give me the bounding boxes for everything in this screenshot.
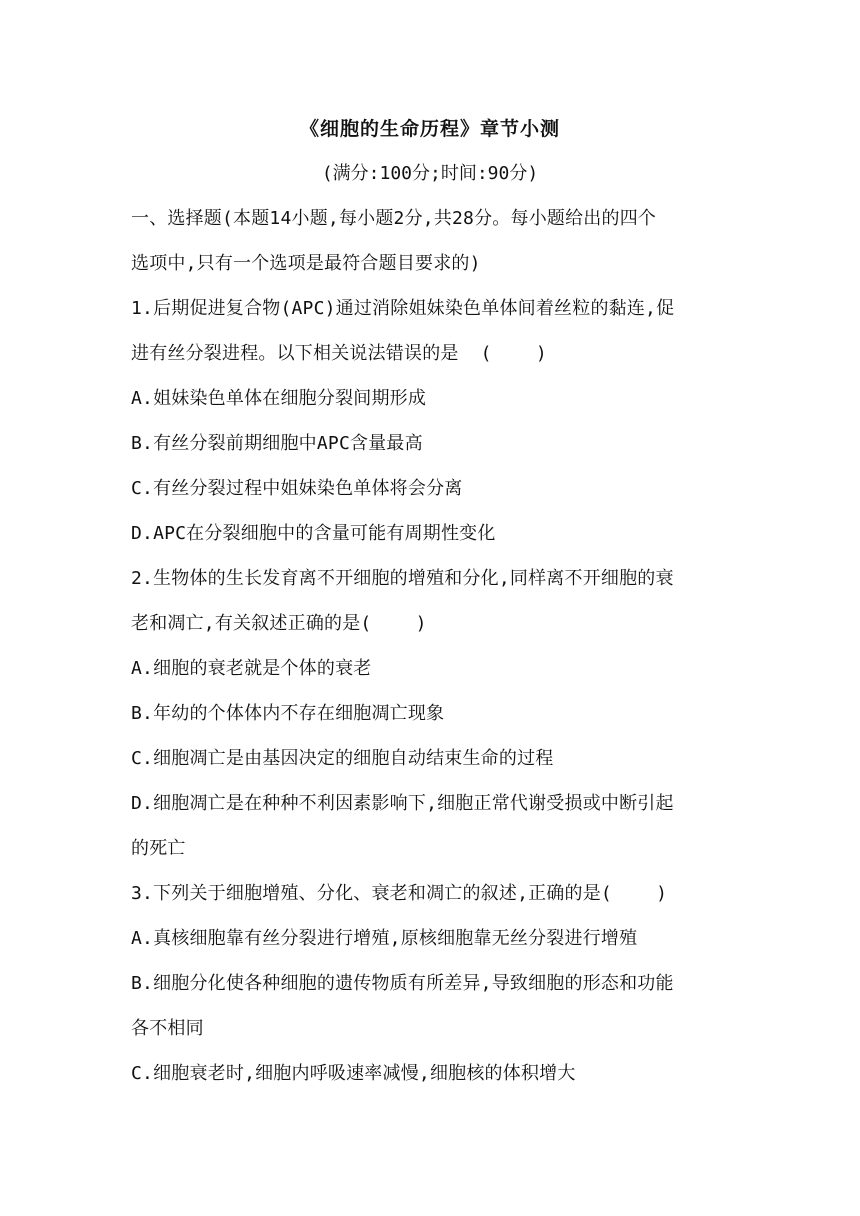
question-1-stem-line-1: 1.后期促进复合物(APC)通过消除姐妹染色单体间着丝粒的黏连,促 <box>131 298 675 319</box>
question-3-option-b-line-2: 各不相同 <box>131 1018 204 1039</box>
question-3-option-b-line-1: B.细胞分化使各种细胞的遗传物质有所差异,导致细胞的形态和功能 <box>131 973 674 994</box>
section-heading-line-1: 一、选择题(本题14小题,每小题2分,共28分。每小题给出的四个 <box>131 208 657 229</box>
question-3-option-c: C.细胞衰老时,细胞内呼吸速率减慢,细胞核的体积增大 <box>131 1063 576 1084</box>
question-1-stem-line-2 <box>131 342 741 366</box>
question-2-option-d-line-1: D.细胞凋亡是在种种不利因素影响下,细胞正常代谢受损或中断引起 <box>131 793 674 814</box>
question-1-option-a: A.姐妹染色单体在细胞分裂间期形成 <box>131 388 427 409</box>
question-2-stem-text: 老和凋亡,有关叙述正确的是( ) <box>131 613 427 634</box>
question-2-option-d-line-2: 的死亡 <box>131 838 186 859</box>
question-2-option-c: C.细胞凋亡是由基因决定的细胞自动结束生命的过程 <box>131 748 554 769</box>
question-1-option-b: B.有丝分裂前期细胞中APC含量最高 <box>131 433 423 454</box>
document-title: 《细胞的生命历程》章节小测 <box>299 118 560 140</box>
score-time-info: (满分:100分;时间:90分) <box>321 163 539 184</box>
question-2-option-a: A.细胞的衰老就是个体的衰老 <box>131 658 372 679</box>
section-heading-line-2: 选项中,只有一个选项是最符合题目要求的) <box>131 253 481 274</box>
question-2-option-b: B.年幼的个体体内不存在细胞凋亡现象 <box>131 703 445 724</box>
question-2-stem-line-2 <box>131 612 741 636</box>
question-3-stem-text: 3.下列关于细胞增殖、分化、衰老和凋亡的叙述,正确的是( ) <box>131 883 668 904</box>
question-3-option-a: A.真核细胞靠有丝分裂进行增殖,原核细胞靠无丝分裂进行增殖 <box>131 928 638 949</box>
question-2-stem-line-1: 2.生物体的生长发育离不开细胞的增殖和分化,同样离不开细胞的衰 <box>131 568 674 589</box>
question-1-option-d: D.APC在分裂细胞中的含量可能有周期性变化 <box>131 523 496 544</box>
question-1-stem-text: 进有丝分裂进程。以下相关说法错误的是 ( ) <box>131 343 547 364</box>
question-1-option-c: C.有丝分裂过程中姐妹染色单体将会分离 <box>131 478 463 499</box>
question-3-stem <box>131 882 741 906</box>
